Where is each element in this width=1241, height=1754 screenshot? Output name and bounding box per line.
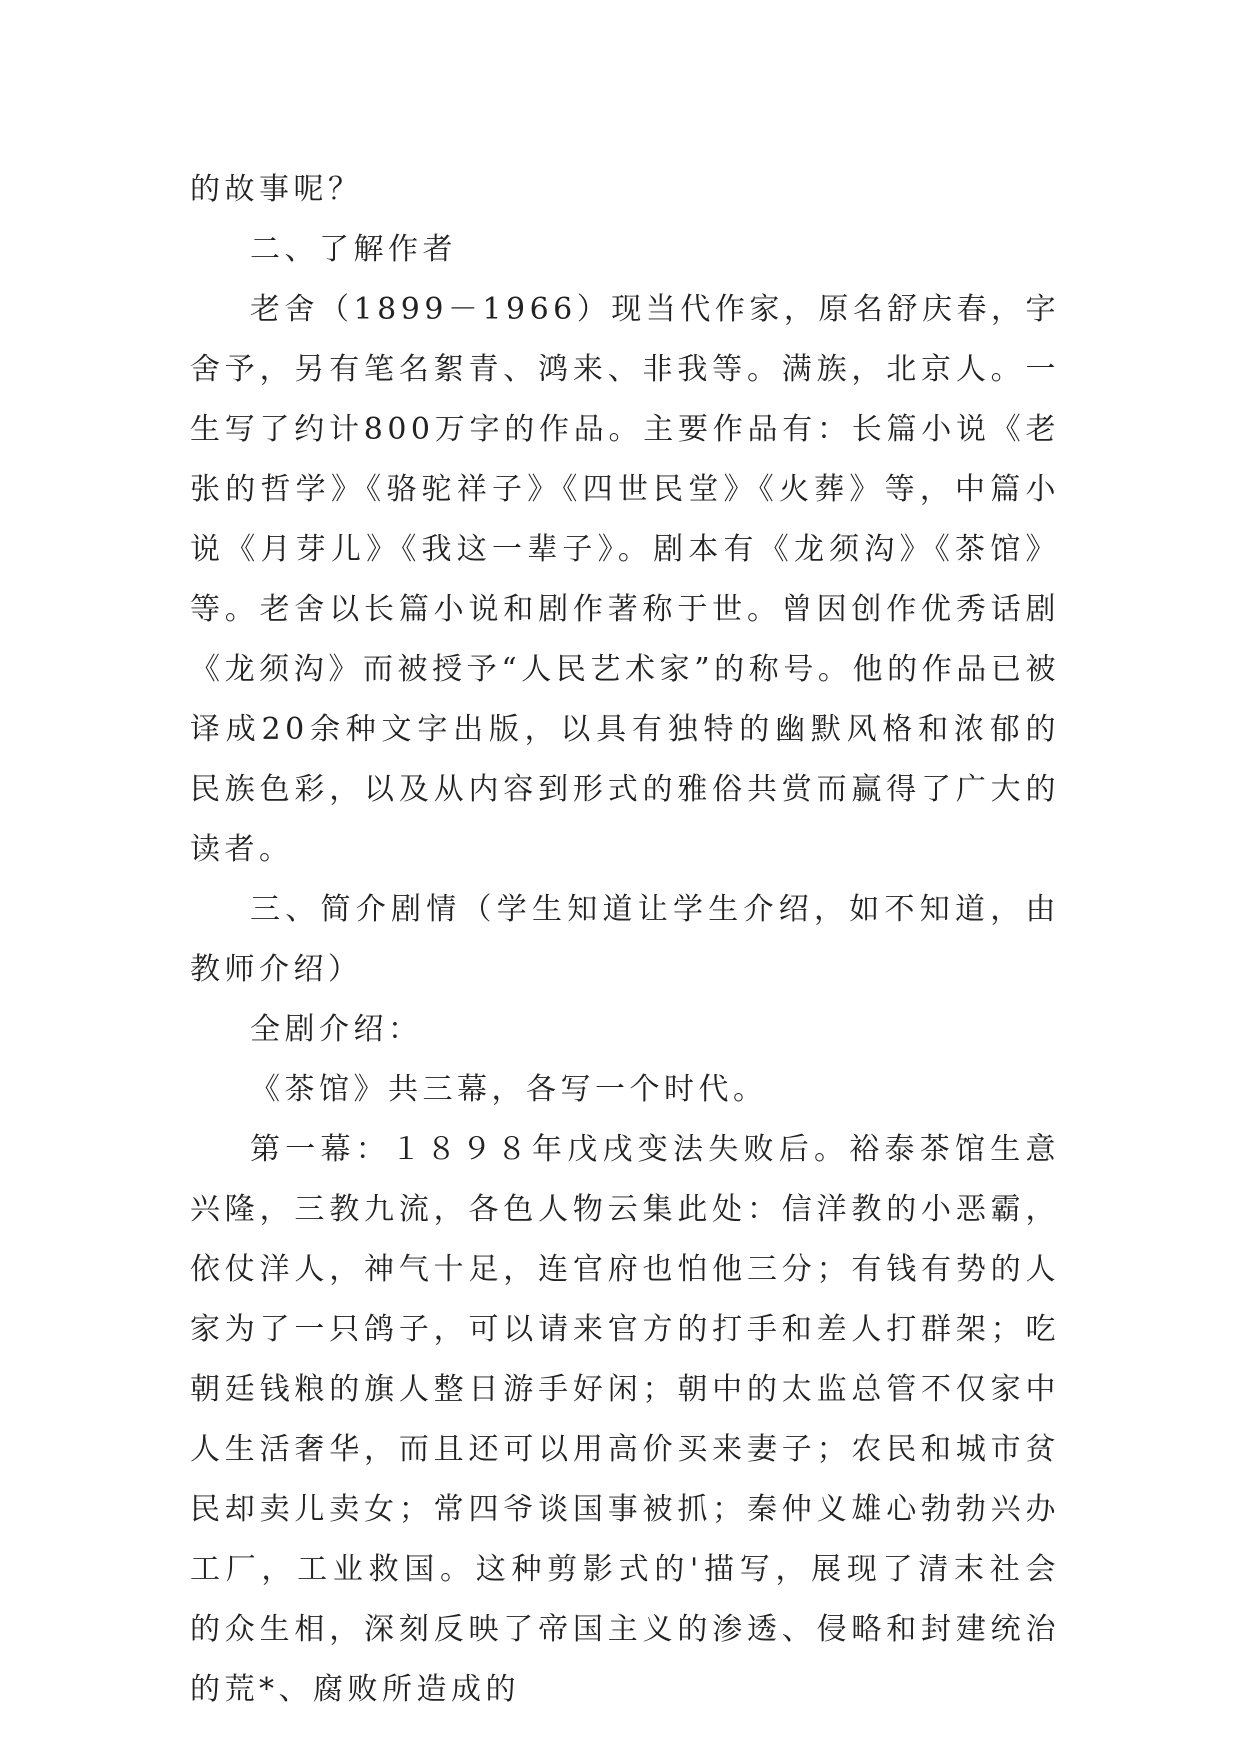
paragraph-act-one: 第一幕：１８９８年戊戌变法失败后。裕泰茶馆生意兴隆，三教九流，各色人物云集此处：信洋教的小恶霸，依仗洋人，神气十足，连官府也怕他三分；有钱有势的人家为了一只鸽子，可以请来官方的打手和差人打群架；吃朝廷钱粮的旗人整日游手好闲；朝中的太监总管不仅家中人生活奢华，而且还可以用高价买来妻子；农民和城市贫民却卖儿卖女；常四爷谈国事被抓；秦仲义雄心勃勃兴办工厂，工业救国。这种剪影式的'描写，展现了清末社会的众生相，深刻反映了帝国主义的渗透、侵略和封建统治的荒*、腐败所造成的: [190, 1132, 1060, 1707]
paragraph-continuation: 的故事呢？: [190, 172, 363, 207]
section-heading-plot: 三、简介剧情（学生知道让学生介绍，如不知道，由教师介绍）: [190, 892, 1060, 987]
paragraph-author-bio: 老舍（1899－1966）现当代作家，原名舒庆春，字舍予，另有笔名絮青、鸿来、非我等。满族，北京人。一生写了约计800万字的作品。主要作品有：长篇小说《老张的哲学》《骆驼祥子》《四世民堂》《火葬》等，中篇小说《月芽儿》《我这一辈子》。剧本有《龙须沟》《茶馆》等。老舍以长篇小说和剧作著称于世。曾因创作优秀话剧《龙须沟》而被授予“人民艺术家”的称号。他的作品已被译成20余种文字出版，以具有独特的幽默风格和浓郁的民族色彩，以及从内容到形式的雅俗共赏而赢得了广大的读者。: [190, 292, 1060, 867]
document-body: [190, 160, 1060, 1720]
section-heading-author: 二、了解作者: [250, 232, 457, 267]
paragraph-play-intro-label: 全剧介绍：: [250, 1012, 423, 1047]
paragraph-play-overview: 《茶馆》共三幕，各写一个时代。: [250, 1072, 768, 1107]
